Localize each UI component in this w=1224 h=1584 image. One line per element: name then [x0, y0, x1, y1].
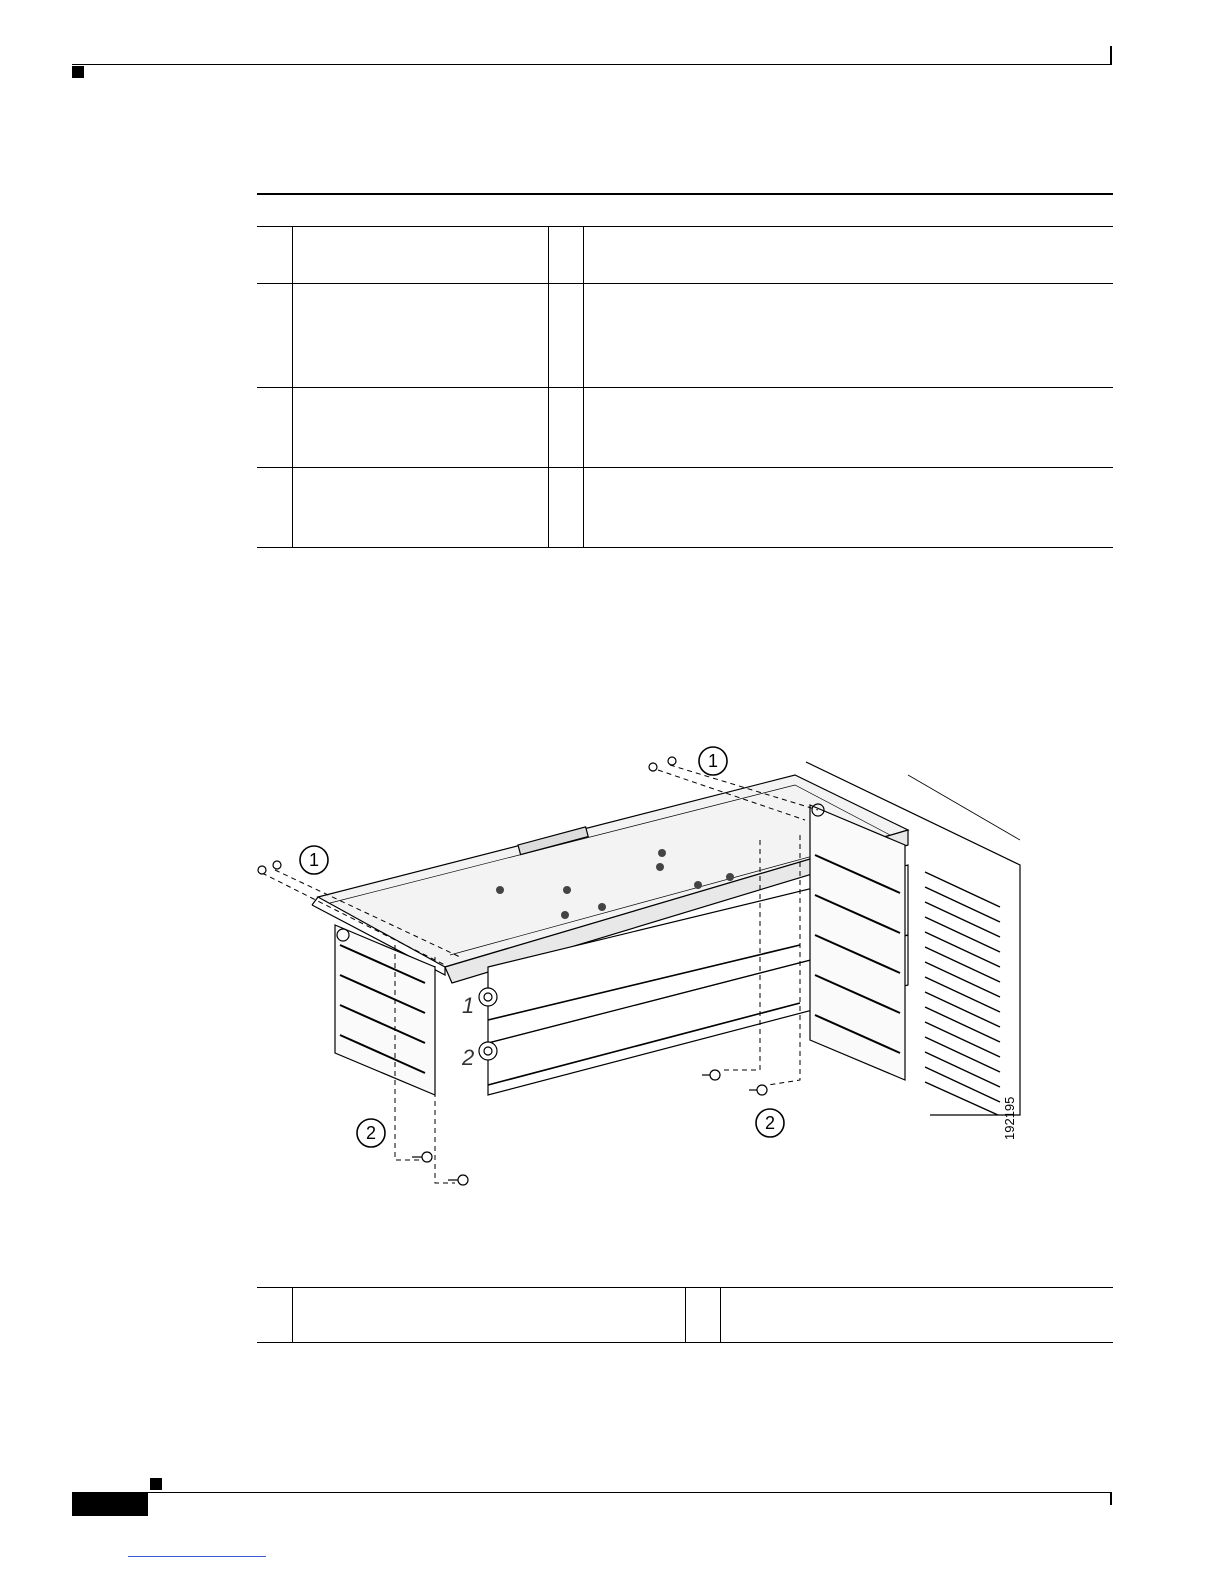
slot-number: 2: [462, 1045, 475, 1070]
table-cell: [583, 226, 1113, 283]
footer-tick: [1110, 1493, 1112, 1505]
callout-label: 1: [707, 751, 719, 771]
table-cell: [583, 387, 1113, 467]
table-cell: [548, 467, 583, 547]
callout-label: 2: [365, 1123, 377, 1143]
callout-label: 1: [308, 850, 320, 870]
table-cell: [292, 467, 548, 547]
table-cell: [548, 226, 583, 283]
legend-table: [257, 1287, 1113, 1343]
table-cell: [583, 467, 1113, 547]
footer-link-underline[interactable]: [128, 1556, 266, 1557]
table-row: [257, 283, 1113, 387]
table-row: [257, 1288, 1113, 1343]
callout-table: [257, 193, 1113, 548]
table-cell: [257, 387, 292, 467]
table-cell: [548, 283, 583, 387]
footer-marker: [150, 1478, 162, 1490]
chassis-installation-figure: [240, 735, 1040, 1195]
table-row: [257, 387, 1113, 467]
table-cell: [257, 1288, 292, 1343]
table-cell: [548, 194, 583, 226]
table-cell: [292, 387, 548, 467]
table-cell: [292, 226, 548, 283]
table-cell: [720, 1288, 1113, 1343]
footer-rule: [72, 1492, 1112, 1493]
header-marker: [72, 66, 84, 78]
table-cell: [548, 387, 583, 467]
table-cell: [257, 467, 292, 547]
slot-number: 1: [462, 993, 475, 1018]
header-rule: [72, 64, 1112, 65]
table-row: [257, 467, 1113, 547]
table-row: [257, 226, 1113, 283]
table-cell: [257, 283, 292, 387]
table-cell: [257, 226, 292, 283]
figure-number: 192195: [1002, 1096, 1017, 1140]
callout-label: 2: [764, 1113, 776, 1133]
table-cell: [257, 194, 292, 226]
table-header-row: [257, 194, 1113, 226]
table-cell: [292, 283, 548, 387]
header-tick: [1110, 46, 1112, 64]
table-cell: [583, 283, 1113, 387]
table-cell: [292, 1288, 685, 1343]
table-cell: [685, 1288, 720, 1343]
table-cell: [583, 194, 1113, 226]
table-cell: [292, 194, 548, 226]
page-number-block: [72, 1492, 148, 1516]
